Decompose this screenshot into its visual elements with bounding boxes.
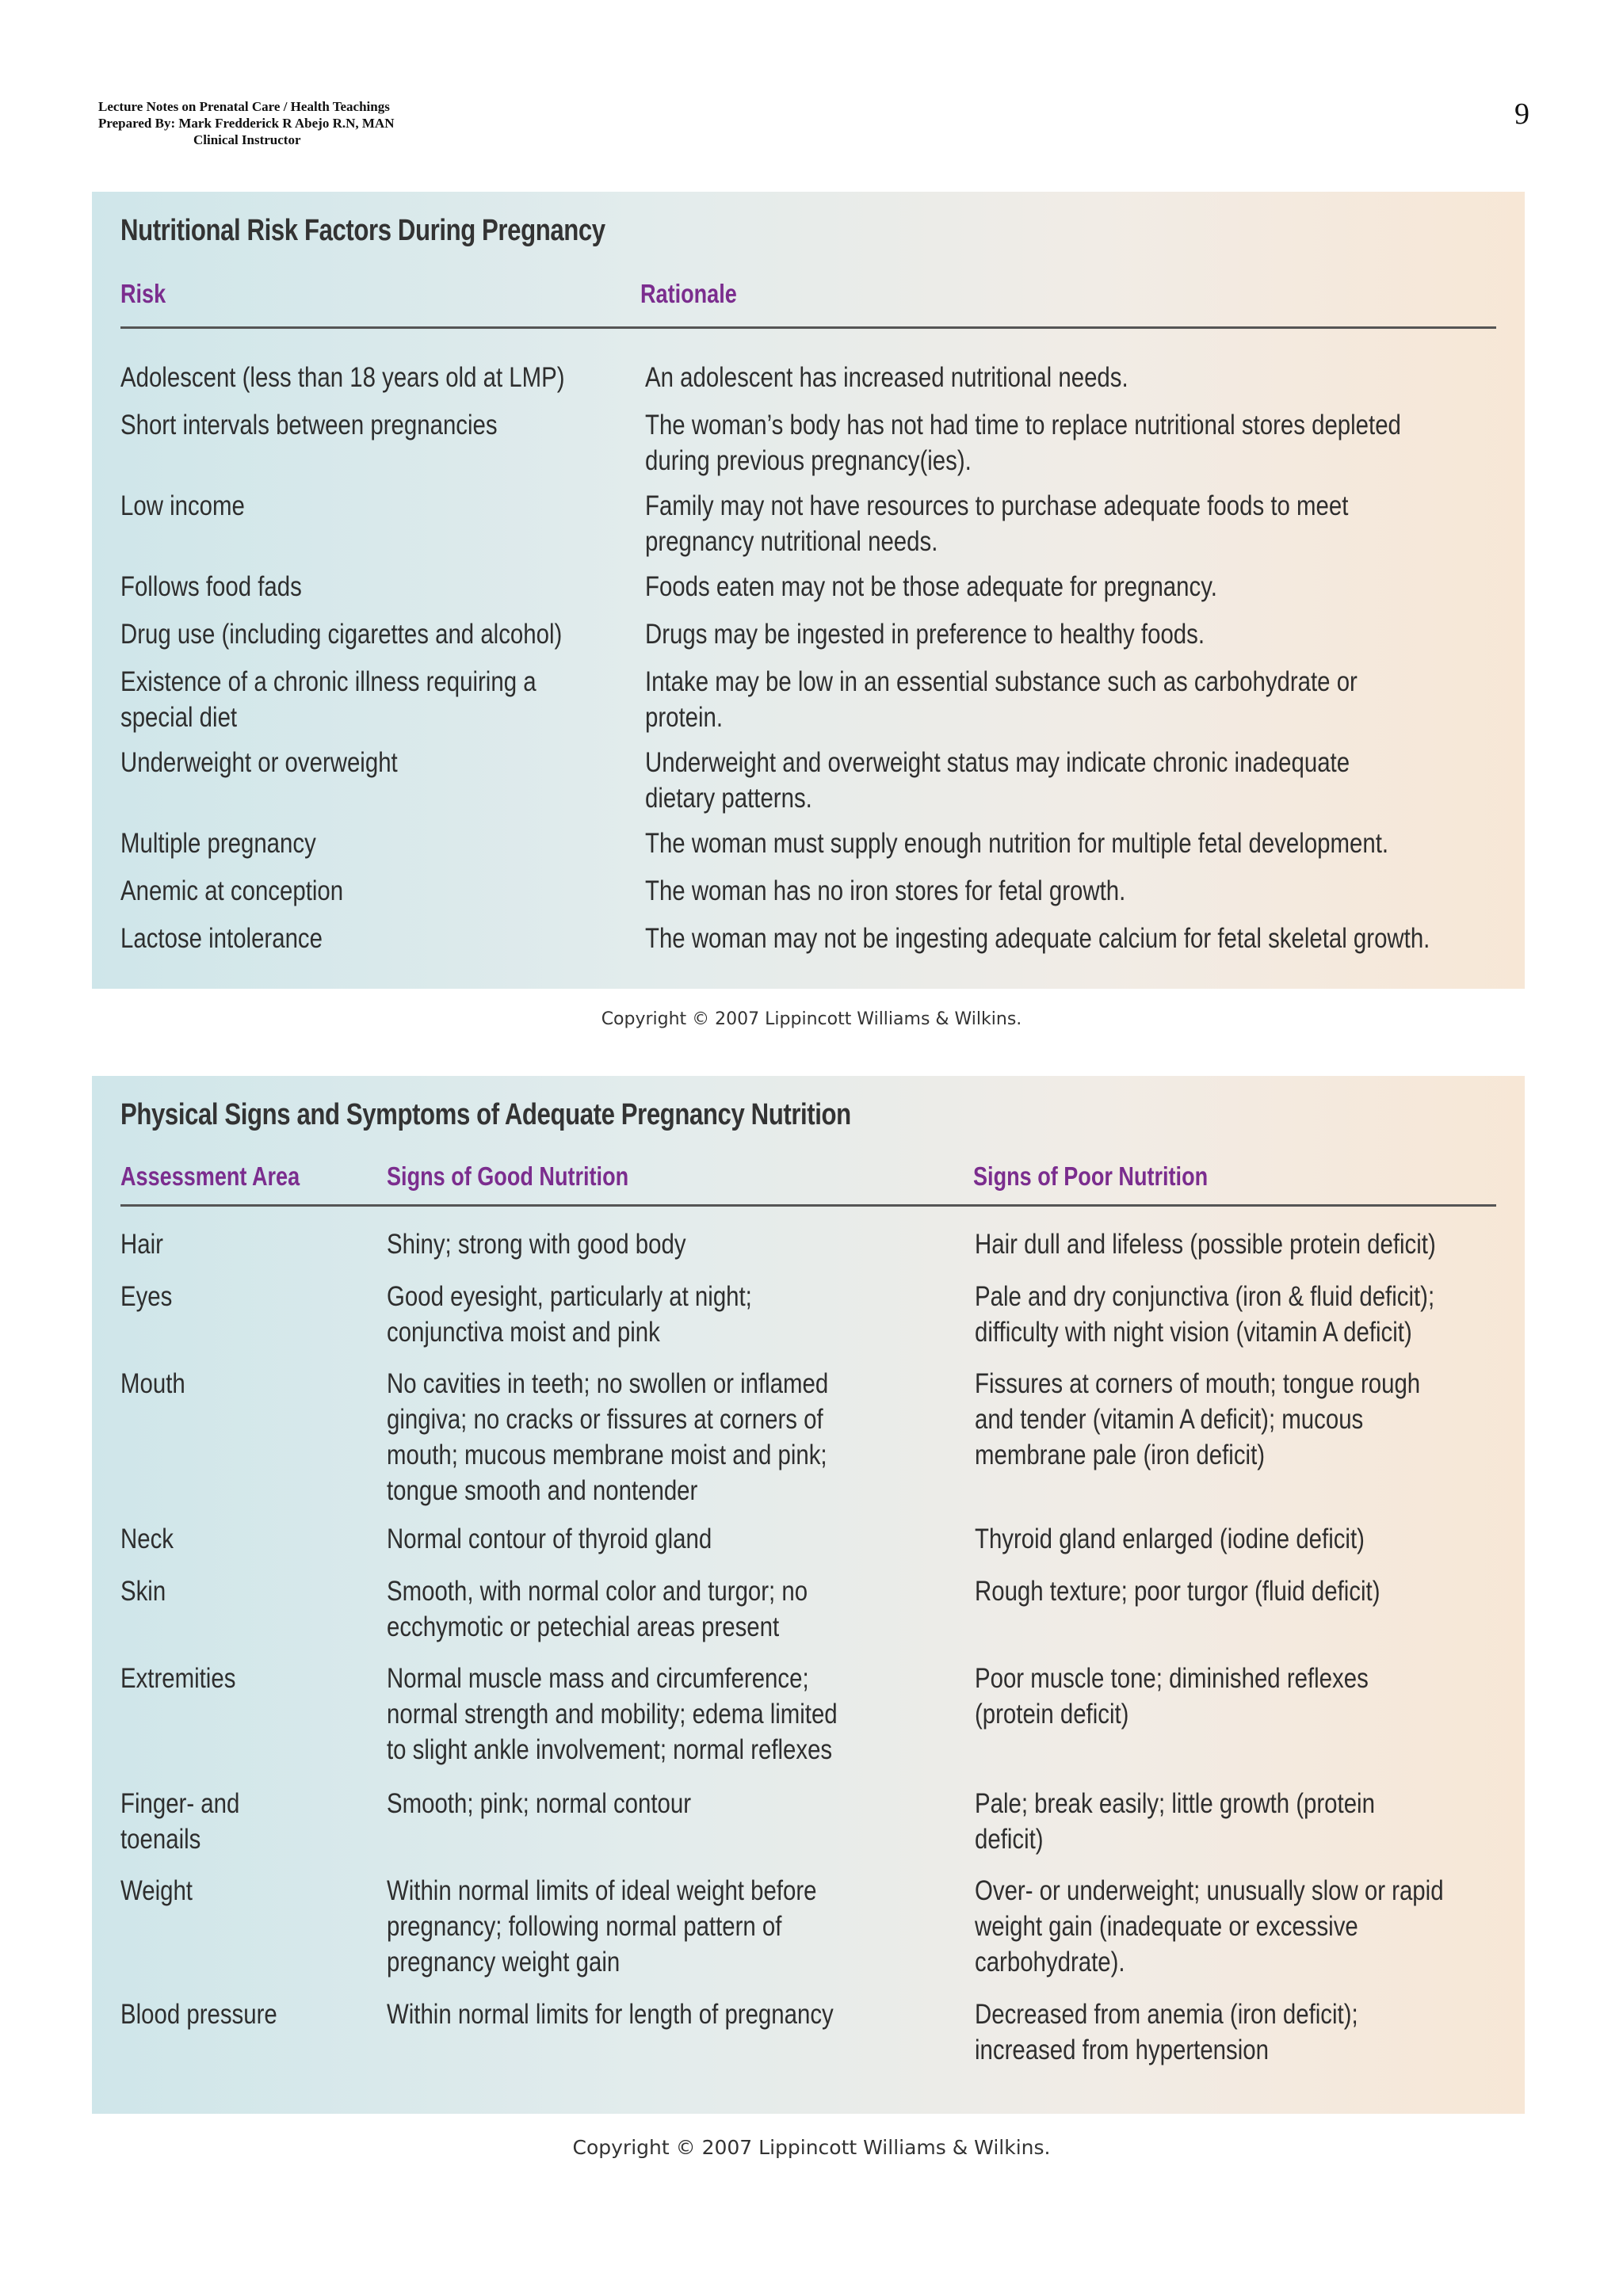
cell-line: Neck <box>120 1524 174 1554</box>
cell-line: Skin <box>120 1576 166 1607</box>
cell-line: Follows food fads <box>120 571 302 602</box>
poor-nutrition-cell <box>975 1366 1420 1473</box>
cell-line: Short intervals between pregnancies <box>120 410 498 441</box>
cell-line: Lactose intolerance <box>120 923 323 954</box>
cell-line: Smooth, with normal color and turgor; no <box>387 1576 808 1607</box>
risk-cell <box>120 407 498 443</box>
good-nutrition-cell <box>387 1279 752 1350</box>
cell-line: Poor muscle tone; diminished reflexes <box>975 1663 1369 1694</box>
cell-line: special diet <box>120 702 238 733</box>
cell-line: Over- or underweight; unusually slow or rapid <box>975 1875 1444 1906</box>
cell-line: Fissures at corners of mouth; tongue rough <box>975 1368 1421 1399</box>
assessment-area-cell <box>120 1573 166 1609</box>
cell-line: An adolescent has increased nutritional needs. <box>645 362 1128 393</box>
rationale-cell <box>645 921 1430 956</box>
cell-line: Normal muscle mass and circumference; <box>387 1663 809 1694</box>
table-title: Nutritional Risk Factors During Pregnancy <box>120 214 605 247</box>
cell-line: Smooth; pink; normal contour <box>387 1788 692 1819</box>
cell-line: Normal contour of thyroid gland <box>387 1524 712 1554</box>
cell-line: Existence of a chronic illness requiring a <box>120 666 537 697</box>
good-nutrition-cell <box>387 1873 816 1980</box>
rationale-cell <box>645 360 1128 395</box>
header-divider <box>120 1204 1496 1207</box>
header-author-line: Prepared By: Mark Fredderick R Abejo R.N, MAN <box>98 116 395 131</box>
column-header-assessment-area: Assessment Area <box>120 1161 300 1191</box>
cell-line: Within normal limits of ideal weight before <box>387 1875 817 1906</box>
poor-nutrition-cell <box>975 1573 1380 1609</box>
cell-line: No cavities in teeth; no swollen or inflamed <box>387 1368 829 1399</box>
cell-line: Anemic at conception <box>120 875 344 906</box>
cell-line: (protein deficit) <box>975 1699 1129 1730</box>
cell-line: Hair dull and lifeless (possible protein deficit) <box>975 1229 1436 1260</box>
cell-line: The woman must supply enough nutrition for multiple fetal development. <box>645 828 1389 859</box>
nutritional-risk-table <box>92 192 1525 989</box>
nutrition-signs-table <box>92 1076 1525 2114</box>
risk-cell <box>120 873 343 909</box>
cell-line: Eyes <box>120 1281 173 1312</box>
risk-cell <box>120 360 565 395</box>
risk-cell <box>120 488 245 524</box>
risk-cell <box>120 664 537 735</box>
cell-line: Shiny; strong with good body <box>387 1229 686 1260</box>
header-course-line: Lecture Notes on Prenatal Care / Health Teachings <box>98 99 390 114</box>
column-header-risk: Risk <box>120 279 166 308</box>
rationale-cell <box>645 664 1358 735</box>
cell-line: Intake may be low in an essential substance such as carbohydrate or <box>645 666 1358 697</box>
cell-line: The woman’s body has not had time to replace nutritional stores depleted <box>645 410 1401 441</box>
assessment-area-cell <box>120 1661 235 1696</box>
cell-line: Rough texture; poor turgor (fluid deficit) <box>975 1576 1381 1607</box>
cell-line: to slight ankle involvement; normal reflexes <box>387 1734 833 1765</box>
table-title: Physical Signs and Symptoms of Adequate Pregnancy Nutrition <box>120 1098 851 1131</box>
column-header-poor-nutrition: Signs of Poor Nutrition <box>973 1161 1209 1191</box>
cell-line: weight gain (inadequate or excessive <box>975 1911 1358 1942</box>
good-nutrition-cell <box>387 1573 808 1645</box>
cell-line: protein. <box>645 702 724 733</box>
assessment-area-cell <box>120 1366 185 1402</box>
good-nutrition-cell <box>387 1786 691 1821</box>
cell-line: pregnancy weight gain <box>387 1947 621 1978</box>
rationale-cell <box>645 407 1401 479</box>
cell-line: Adolescent (less than 18 years old at LMP) <box>120 362 565 393</box>
cell-line: membrane pale (iron deficit) <box>975 1440 1266 1470</box>
cell-line: Weight <box>120 1875 193 1906</box>
risk-cell <box>120 569 302 605</box>
cell-line: Hair <box>120 1229 163 1260</box>
cell-line: difficulty with night vision (vitamin A deficit) <box>975 1317 1412 1348</box>
poor-nutrition-cell <box>975 1661 1369 1732</box>
poor-nutrition-cell <box>975 1786 1375 1857</box>
column-header-good-nutrition: Signs of Good Nutrition <box>387 1161 629 1191</box>
risk-cell <box>120 921 323 956</box>
cell-line: Pale and dry conjunctiva (iron & fluid deficit); <box>975 1281 1435 1312</box>
cell-line: Mouth <box>120 1368 185 1399</box>
cell-line: ecchymotic or petechial areas present <box>387 1611 780 1642</box>
document-header <box>98 98 653 148</box>
copyright-notice: Copyright © 2007 Lippincott Williams & Wilkins. <box>601 1009 1022 1029</box>
poor-nutrition-cell <box>975 1226 1436 1262</box>
cell-line: conjunctiva moist and pink <box>387 1317 660 1348</box>
cell-line: dietary patterns. <box>645 783 812 814</box>
cell-line: Drug use (including cigarettes and alcohol) <box>120 619 563 650</box>
header-divider <box>120 326 1496 329</box>
rationale-cell <box>645 616 1205 652</box>
poor-nutrition-cell <box>975 1279 1434 1350</box>
good-nutrition-cell <box>387 1521 712 1557</box>
cell-line: Thyroid gland enlarged (iodine deficit) <box>975 1524 1365 1554</box>
cell-line: Blood pressure <box>120 1999 277 2030</box>
cell-line: Underweight or overweight <box>120 747 398 778</box>
poor-nutrition-cell <box>975 1873 1444 1980</box>
cell-line: deficit) <box>975 1824 1044 1855</box>
cell-line: Decreased from anemia (iron deficit); <box>975 1999 1358 2030</box>
cell-line: mouth; mucous membrane moist and pink; <box>387 1440 827 1470</box>
cell-line: The woman may not be ingesting adequate calcium for fetal skeletal growth. <box>645 923 1430 954</box>
copyright-notice: Copyright © 2007 Lippincott Williams & Wilkins. <box>572 2136 1051 2159</box>
header-role-line: Clinical Instructor <box>193 132 301 147</box>
cell-line: pregnancy nutritional needs. <box>645 526 938 557</box>
cell-line: Multiple pregnancy <box>120 828 316 859</box>
cell-line: Drugs may be ingested in preference to healthy foods. <box>645 619 1205 650</box>
cell-line: Within normal limits for length of pregnancy <box>387 1999 834 2030</box>
cell-line: Foods eaten may not be those adequate for pregnancy. <box>645 571 1217 602</box>
risk-cell <box>120 745 398 780</box>
cell-line: Pale; break easily; little growth (protein <box>975 1788 1375 1819</box>
assessment-area-cell <box>120 1279 172 1314</box>
cell-line: pregnancy; following normal pattern of <box>387 1911 782 1942</box>
column-header-rationale: Rationale <box>640 279 737 308</box>
rationale-cell <box>645 569 1217 605</box>
cell-line: Low income <box>120 490 245 521</box>
cell-line: Underweight and overweight status may indicate chronic inadequate <box>645 747 1350 778</box>
assessment-area-cell <box>120 1873 193 1909</box>
risk-cell <box>120 616 562 652</box>
page-number: 9 <box>1514 97 1529 131</box>
assessment-area-cell <box>120 1521 174 1557</box>
good-nutrition-cell <box>387 1661 838 1768</box>
cell-line: carbohydrate). <box>975 1947 1125 1978</box>
assessment-area-cell <box>120 1997 277 2032</box>
risk-cell <box>120 826 316 861</box>
assessment-area-cell <box>120 1226 163 1262</box>
good-nutrition-cell <box>387 1366 828 1508</box>
cell-line: Finger- and <box>120 1788 240 1819</box>
cell-line: The woman has no iron stores for fetal growth. <box>645 875 1126 906</box>
cell-line: tongue smooth and nontender <box>387 1475 698 1506</box>
cell-line: increased from hypertension <box>975 2035 1269 2065</box>
good-nutrition-cell <box>387 1997 834 2032</box>
poor-nutrition-cell <box>975 1997 1358 2068</box>
cell-line: during previous pregnancy(ies). <box>645 445 972 476</box>
cell-line: Family may not have resources to purchase adequate foods to meet <box>645 490 1349 521</box>
cell-line: gingiva; no cracks or fissures at corners of <box>387 1404 823 1435</box>
cell-line: and tender (vitamin A deficit); mucous <box>975 1404 1364 1435</box>
poor-nutrition-cell <box>975 1521 1365 1557</box>
cell-line: Extremities <box>120 1663 236 1694</box>
rationale-cell <box>645 745 1350 816</box>
cell-line: toenails <box>120 1824 201 1855</box>
good-nutrition-cell <box>387 1226 686 1262</box>
assessment-area-cell <box>120 1786 239 1857</box>
rationale-cell <box>645 873 1125 909</box>
rationale-cell <box>645 826 1388 861</box>
cell-line: normal strength and mobility; edema limited <box>387 1699 838 1730</box>
cell-line: Good eyesight, particularly at night; <box>387 1281 752 1312</box>
rationale-cell <box>645 488 1348 559</box>
